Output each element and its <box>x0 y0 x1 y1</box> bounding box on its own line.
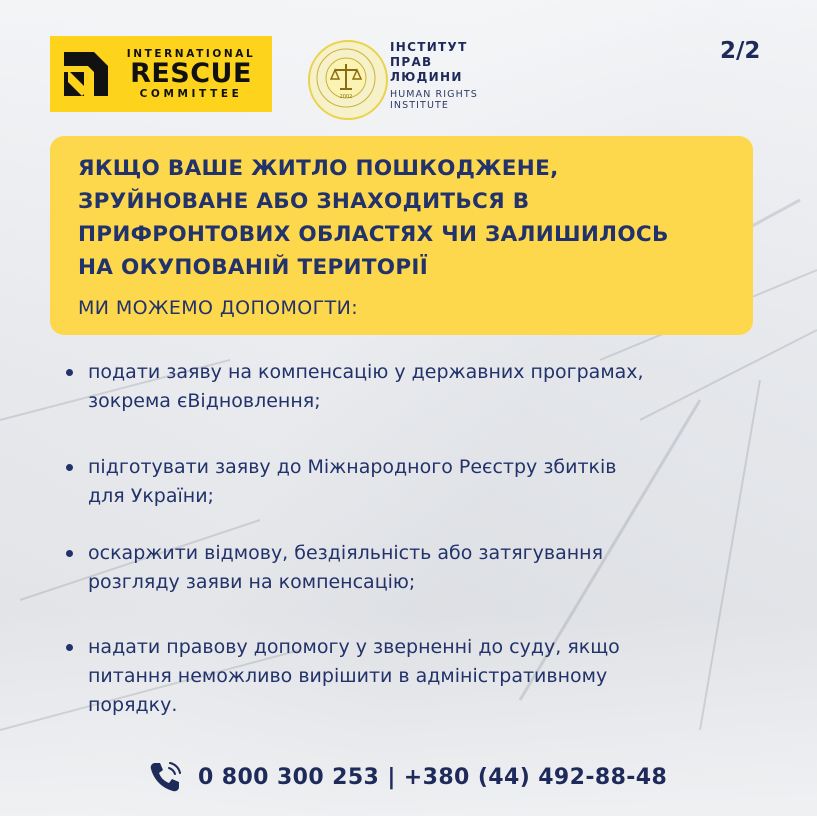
headline-callout <box>50 136 753 335</box>
list-item-line: питання неможливо вирішити в адміністративному <box>88 665 608 687</box>
irc-line2: RESCUE <box>130 58 252 89</box>
irc-line1: INTERNATIONAL <box>126 48 256 60</box>
irc-logo <box>50 36 272 112</box>
phone-numbers[interactable]: 0 800 300 253 | +380 (44) 492-88-48 <box>198 764 668 790</box>
callout-title-line-2: ЗРУЙНОВАНЕ АБО ЗНАХОДИТЬСЯ В <box>78 189 530 214</box>
institute-ua-line-2: ПРАВ <box>390 55 433 69</box>
institute-ua-line-3: ЛЮДИНИ <box>390 70 463 84</box>
institute-en-line-2: INSTITUTE <box>390 100 450 111</box>
human-rights-institute-logo <box>390 40 478 111</box>
list-item-line: підготувати заяву до Міжнародного Реєстру збитків <box>88 456 617 478</box>
bullet-icon <box>66 369 73 376</box>
list-item <box>66 453 617 511</box>
list-item <box>66 633 620 720</box>
callout-title-line-4: НА ОКУПОВАНІЙ ТЕРИТОРІЇ <box>78 255 429 280</box>
phone-icon <box>148 760 182 794</box>
irc-line3: COMMITTEE <box>139 88 243 100</box>
page-number: 2/2 <box>720 38 761 64</box>
institute-en-line-1: HUMAN RIGHTS <box>390 89 478 100</box>
list-item <box>66 358 644 416</box>
callout-title <box>78 152 748 284</box>
contact-phones <box>148 760 667 794</box>
list-item-line: зокрема єВідновлення; <box>88 390 321 412</box>
list-item-line: надати правову допомогу у зверненні до суду, якщо <box>88 636 620 658</box>
callout-subtitle: МИ МОЖЕМО ДОПОМОГТИ: <box>78 297 359 319</box>
bullet-icon <box>66 550 73 557</box>
callout-title-line-3: ПРИФРОНТОВИХ ОБЛАСТЯХ ЧИ ЗАЛИШИЛОСЬ <box>78 222 669 247</box>
callout-title-line-1: ЯКЩО ВАШЕ ЖИТЛО ПОШКОДЖЕНЕ, <box>78 156 559 181</box>
irc-logo-text <box>116 48 266 100</box>
list-item-line: для України; <box>88 485 214 507</box>
list-item-line: розгляду заяви на компенсацію; <box>88 571 416 593</box>
list-item <box>66 539 603 597</box>
list-item-line: порядку. <box>88 694 178 716</box>
bullet-icon <box>66 644 73 651</box>
scales-of-justice-seal-icon <box>310 42 386 118</box>
institute-ua-line-1: ІНСТИТУТ <box>390 40 468 54</box>
irc-arrow-logo-icon <box>64 52 108 96</box>
bullet-icon <box>66 464 73 471</box>
seal-year: 2002 <box>339 94 353 100</box>
list-item-line: оскаржити відмову, бездіяльність або затягування <box>88 542 604 564</box>
list-item-line: подати заяву на компенсацію у державних програмах, <box>88 361 644 383</box>
lawyers-association-seal <box>308 40 388 120</box>
